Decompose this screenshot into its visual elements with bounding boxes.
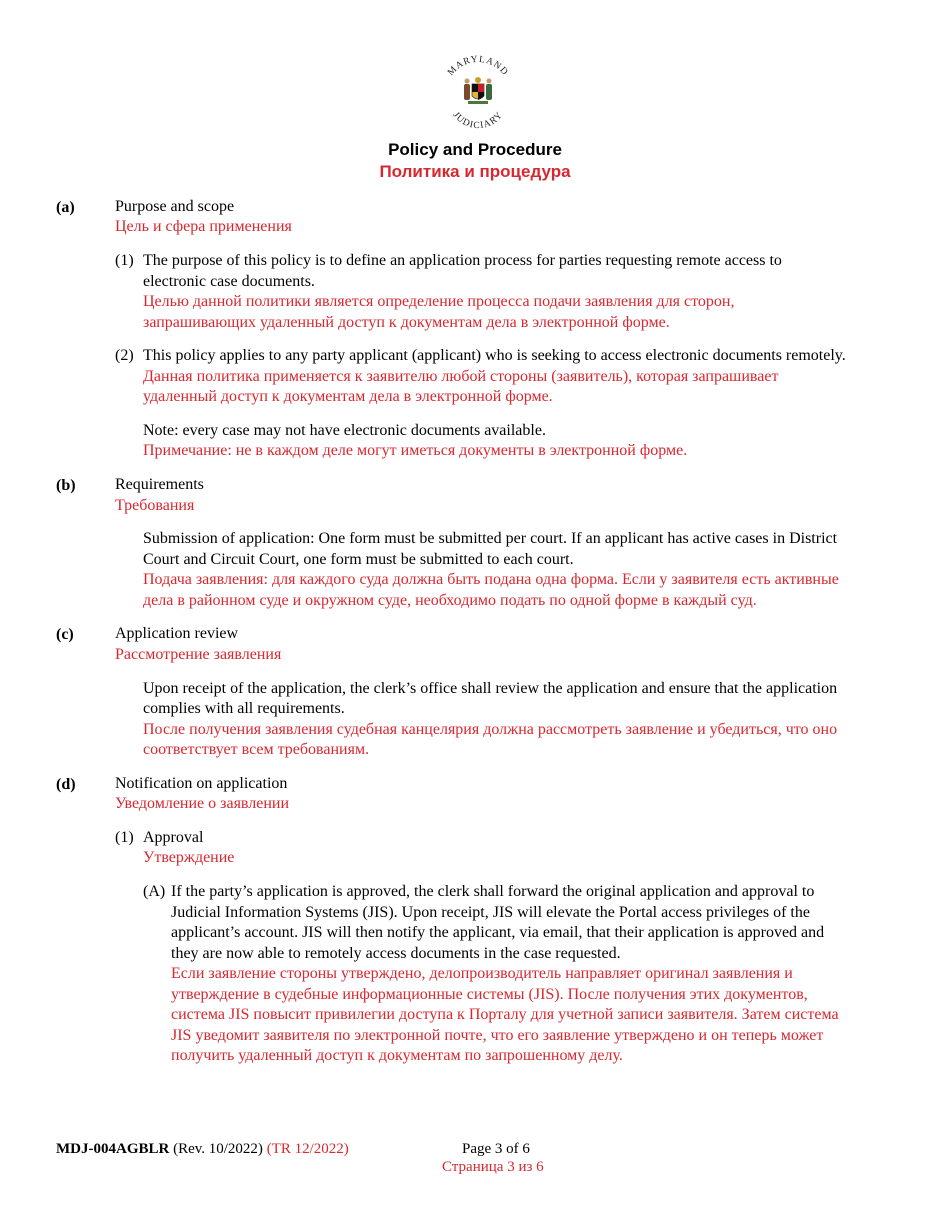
- section-b-ru-line1: Подача заявления: для каждого суда должна быть подана одна форма. Если у заявителя есть активные: [143, 571, 839, 588]
- section-a-item2-num: (2): [115, 347, 134, 364]
- section-a-item1-en-line2: electronic case documents.: [143, 273, 315, 290]
- section-d-label: (d): [56, 776, 76, 793]
- footer-rev: (Rev. 10/2022): [173, 1141, 263, 1157]
- section-d-item1-num: (1): [115, 829, 134, 846]
- footer-form-info: [56, 1140, 349, 1159]
- section-b-ru-line2: дела в районном суде и окружном суде, необходимо подать по одной форме в каждый суд.: [143, 592, 757, 609]
- footer-tr: (TR 12/2022): [266, 1141, 349, 1157]
- section-a-item1-ru-line2: запрашивающих удаленный доступ к документам дела в электронной форме.: [143, 314, 670, 331]
- section-d-heading: Notification on application: [115, 775, 288, 792]
- section-d-item1-heading-ru: Утверждение: [143, 849, 235, 866]
- maryland-judiciary-seal: [438, 54, 518, 134]
- section-a-heading: Purpose and scope: [115, 198, 235, 215]
- section-b-en-line1: Submission of application: One form must be submitted per court. If an applicant has active cases in District: [143, 530, 838, 547]
- section-c-en-line2: complies with all requirements.: [143, 700, 345, 717]
- section-d-subA-en-line1: If the party’s application is approved, the clerk shall forward the original application and approval to: [171, 883, 815, 900]
- section-a-item2-ru-line2: удаленный доступ к документам дела в электронной форме.: [143, 388, 553, 405]
- section-a-note-en: Note: every case may not have electronic documents available.: [143, 422, 546, 439]
- svg-text:JUDICIARY: [451, 110, 506, 131]
- section-b-heading: Requirements: [115, 476, 204, 493]
- section-c-ru-line2: соответствует всем требованиям.: [143, 741, 370, 758]
- crest-icon: [464, 77, 492, 104]
- section-c-label: (c): [56, 626, 74, 643]
- seal-top-text: MARYLAND: [446, 54, 510, 78]
- section-c-ru-line1: После получения заявления судебная канцелярия должна рассмотреть заявление и убедиться, что оно: [143, 721, 838, 738]
- section-b-en-line2: Court and Circuit Court, one form must be submitted to each court.: [143, 551, 574, 568]
- section-a-item2-ru-line1: Данная политика применяется к заявителю любой стороны (заявитель), которая запрашивает: [143, 368, 779, 385]
- page-title-ru: Политика и процедура: [379, 162, 571, 181]
- page-title: Policy and Procedure: [388, 140, 562, 159]
- section-d-subA-en-line3: applicant’s account. JIS will then notify the applicant, via email, that their application is approved and: [171, 924, 825, 941]
- section-b-heading-ru: Требования: [115, 497, 195, 514]
- section-d-subA-ru-line3: система JIS повысит привилегии доступа к Порталу для учетной записи заявителя. Затем система: [171, 1006, 839, 1023]
- section-c-heading-ru: Рассмотрение заявления: [115, 646, 282, 663]
- section-d-subA-en-line2: Judicial Information Systems (JIS). Upon receipt, JIS will elevate the Portal access privileges of the: [171, 904, 810, 921]
- section-b-label: (b): [56, 477, 76, 494]
- seal-bottom-text: JUDICIARY: [450, 110, 506, 132]
- section-a-item1-en-line1: The purpose of this policy is to define an application process for parties requesting remote access to: [143, 252, 782, 269]
- footer-page: Page 3 of 6: [462, 1141, 530, 1157]
- section-d-subA-ru-line5: получить удаленный доступ к документам по запрошенному делу.: [171, 1047, 623, 1064]
- section-a-item1-num: (1): [115, 252, 134, 269]
- section-a-item1-ru-line1: Целью данной политики является определение процесса подачи заявления для сторон,: [143, 293, 735, 310]
- section-d-subA-num: (A): [143, 883, 166, 900]
- section-d-subA-ru-line2: утверждение в судебные информационные системы (JIS). После получения этих документов,: [171, 986, 808, 1003]
- section-a-label: (a): [56, 199, 75, 216]
- section-a-item2-en-line1: This policy applies to any party applicant (applicant) who is seeking to access electronic documents remotely.: [143, 347, 846, 364]
- section-a-note-ru: Примечание: не в каждом деле могут иметься документы в электронной форме.: [143, 442, 688, 459]
- footer-page-ru: Страница 3 из 6: [442, 1159, 544, 1175]
- section-d-item1-heading: Approval: [143, 829, 204, 846]
- svg-text:MARYLAND: [446, 55, 510, 78]
- section-d-heading-ru: Уведомление о заявлении: [115, 795, 290, 812]
- section-c-heading: Application review: [115, 625, 239, 642]
- section-d-subA-ru-line4: JIS уведомит заявителя по электронной почте, что его заявление утверждено и он теперь может: [171, 1027, 824, 1044]
- section-a-heading-ru: Цель и сфера применения: [115, 218, 292, 235]
- section-d-subA-ru-line1: Если заявление стороны утверждено, делопроизводитель направляет оригинал заявления и: [171, 965, 793, 982]
- section-c-en-line1: Upon receipt of the application, the clerk’s office shall review the application and ensure that the application: [143, 680, 838, 697]
- footer-form-id: MDJ-004AGBLR: [56, 1141, 170, 1157]
- section-d-subA-en-line4: they are now able to remotely access documents in the case requested.: [171, 945, 621, 962]
